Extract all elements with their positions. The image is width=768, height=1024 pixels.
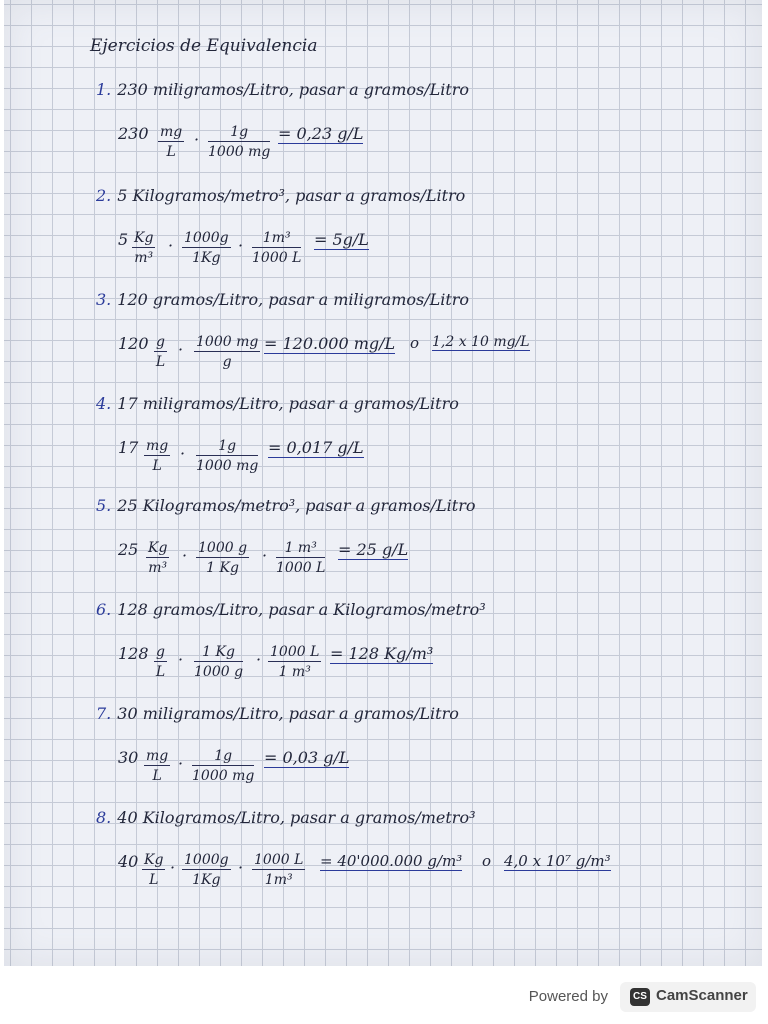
fraction: $\frac{1000 L}{\text{1 m³}}$ bbox=[270, 644, 320, 680]
lead-value: 5 bbox=[118, 230, 129, 249]
multiply-dot: · bbox=[256, 650, 262, 669]
fraction: $\frac{g}{L}$ bbox=[155, 334, 166, 370]
fraction: $\frac{Kg}{\text{m³}}$ bbox=[148, 540, 168, 576]
multiply-dot: · bbox=[262, 546, 268, 565]
result: = 120.000 mg/L bbox=[264, 334, 396, 353]
alternate-result: 1,2 x 10 mg/L bbox=[432, 334, 530, 350]
exercise-text: 120 gramos/Litro, pasar a miligramos/Litro bbox=[117, 290, 470, 309]
fraction: $\frac{mg}{L}$ bbox=[146, 748, 169, 784]
camscanner-logo-icon: CS bbox=[630, 988, 650, 1006]
or-separator: o bbox=[410, 334, 420, 352]
multiply-dot: · bbox=[180, 444, 186, 463]
fraction: $\frac{mg}{L}$ bbox=[160, 124, 183, 160]
multiply-dot: · bbox=[238, 236, 244, 255]
lead-value: 40 bbox=[118, 852, 139, 871]
result: = 25 g/L bbox=[338, 540, 409, 559]
exercise-number: 2. bbox=[96, 186, 112, 205]
exercise-4-statement bbox=[96, 394, 459, 413]
result: = 0,03 g/L bbox=[264, 748, 350, 767]
result: = 0,017 g/L bbox=[268, 438, 364, 457]
multiply-dot: · bbox=[178, 650, 184, 669]
exercise-8-statement bbox=[96, 808, 475, 827]
exercise-number: 8. bbox=[96, 808, 112, 827]
page-title: Ejercicios de Equivalencia bbox=[90, 36, 318, 56]
fraction: $\frac{1g}{1000 mg}$ bbox=[208, 124, 271, 160]
result: = 128 Kg/m³ bbox=[330, 644, 434, 663]
exercise-text: 25 Kilogramos/metro³, pasar a gramos/Litro bbox=[117, 496, 476, 515]
exercise-5-statement bbox=[96, 496, 475, 515]
powered-by-text: Powered by bbox=[528, 988, 608, 1005]
fraction: $\frac{1000g}{1Kg}$ bbox=[184, 230, 229, 266]
exercise-number: 7. bbox=[96, 704, 112, 723]
lead-value: 230 bbox=[118, 124, 149, 143]
multiply-dot: · bbox=[178, 340, 184, 359]
scanner-footer bbox=[0, 966, 768, 1024]
result: = 5g/L bbox=[314, 230, 369, 249]
exercise-3-statement bbox=[96, 290, 469, 309]
exercise-text: 17 miligramos/Litro, pasar a gramos/Litro bbox=[117, 394, 459, 413]
fraction: $\frac{g}{L}$ bbox=[155, 644, 166, 680]
multiply-dot: · bbox=[194, 130, 200, 149]
multiply-dot: · bbox=[170, 858, 176, 877]
fraction: $\frac{1g}{1000 mg}$ bbox=[196, 438, 259, 474]
exercise-number: 6. bbox=[96, 600, 112, 619]
camscanner-badge[interactable] bbox=[620, 982, 756, 1012]
fraction: $\frac{1 Kg}{1000 g}$ bbox=[194, 644, 244, 680]
exercise-text: 128 gramos/Litro, pasar a Kilogramos/metro³ bbox=[117, 600, 486, 619]
multiply-dot: · bbox=[168, 236, 174, 255]
lead-value: 17 bbox=[118, 438, 139, 457]
multiply-dot: · bbox=[178, 754, 184, 773]
exercise-number: 3. bbox=[96, 290, 112, 309]
multiply-dot: · bbox=[238, 858, 244, 877]
fraction: $\frac{1g}{1000 mg}$ bbox=[192, 748, 255, 784]
fraction: $\frac{1000g}{1Kg}$ bbox=[184, 852, 229, 888]
lead-value: 128 bbox=[118, 644, 149, 663]
or-separator: o bbox=[482, 852, 492, 870]
multiply-dot: · bbox=[182, 546, 188, 565]
exercise-2-statement bbox=[96, 186, 465, 205]
lead-value: 120 bbox=[118, 334, 149, 353]
fraction: $\frac{1000 g}{1 Kg}$ bbox=[198, 540, 248, 576]
exercise-number: 5. bbox=[96, 496, 112, 515]
exercise-7-statement bbox=[96, 704, 459, 723]
exercise-1-statement bbox=[96, 80, 469, 99]
exercise-text: 30 miligramos/Litro, pasar a gramos/Litro bbox=[117, 704, 459, 723]
camscanner-brand-name: CamScanner bbox=[656, 987, 748, 1004]
fraction: $\frac{Kg}{L}$ bbox=[144, 852, 164, 888]
exercise-text: 230 miligramos/Litro, pasar a gramos/Litro bbox=[117, 80, 470, 99]
fraction: $\frac{\text{1 m³}}{1000 L}$ bbox=[276, 540, 326, 576]
lead-value: 30 bbox=[118, 748, 139, 767]
fraction: $\frac{1000 mg}{g}$ bbox=[196, 334, 259, 370]
fraction: $\frac{mg}{L}$ bbox=[146, 438, 169, 474]
fraction: $\frac{1000 L}{\text{1m³}}$ bbox=[254, 852, 304, 888]
exercise-text: 40 Kilogramos/Litro, pasar a gramos/metro³ bbox=[117, 808, 476, 827]
result: = 40'000.000 g/m³ bbox=[320, 852, 463, 870]
exercise-6-statement bbox=[96, 600, 486, 619]
alternate-result: 4,0 x 10⁷ g/m³ bbox=[504, 852, 611, 870]
result: = 0,23 g/L bbox=[278, 124, 364, 143]
exercise-number: 1. bbox=[96, 80, 112, 99]
exercise-number: 4. bbox=[96, 394, 112, 413]
lead-value: 25 bbox=[118, 540, 139, 559]
fraction: $\frac{\text{1m³}}{1000 L}$ bbox=[252, 230, 302, 266]
fraction: $\frac{Kg}{\text{m³}}$ bbox=[134, 230, 154, 266]
exercise-text: 5 Kilogramos/metro³, pasar a gramos/Litro bbox=[117, 186, 466, 205]
